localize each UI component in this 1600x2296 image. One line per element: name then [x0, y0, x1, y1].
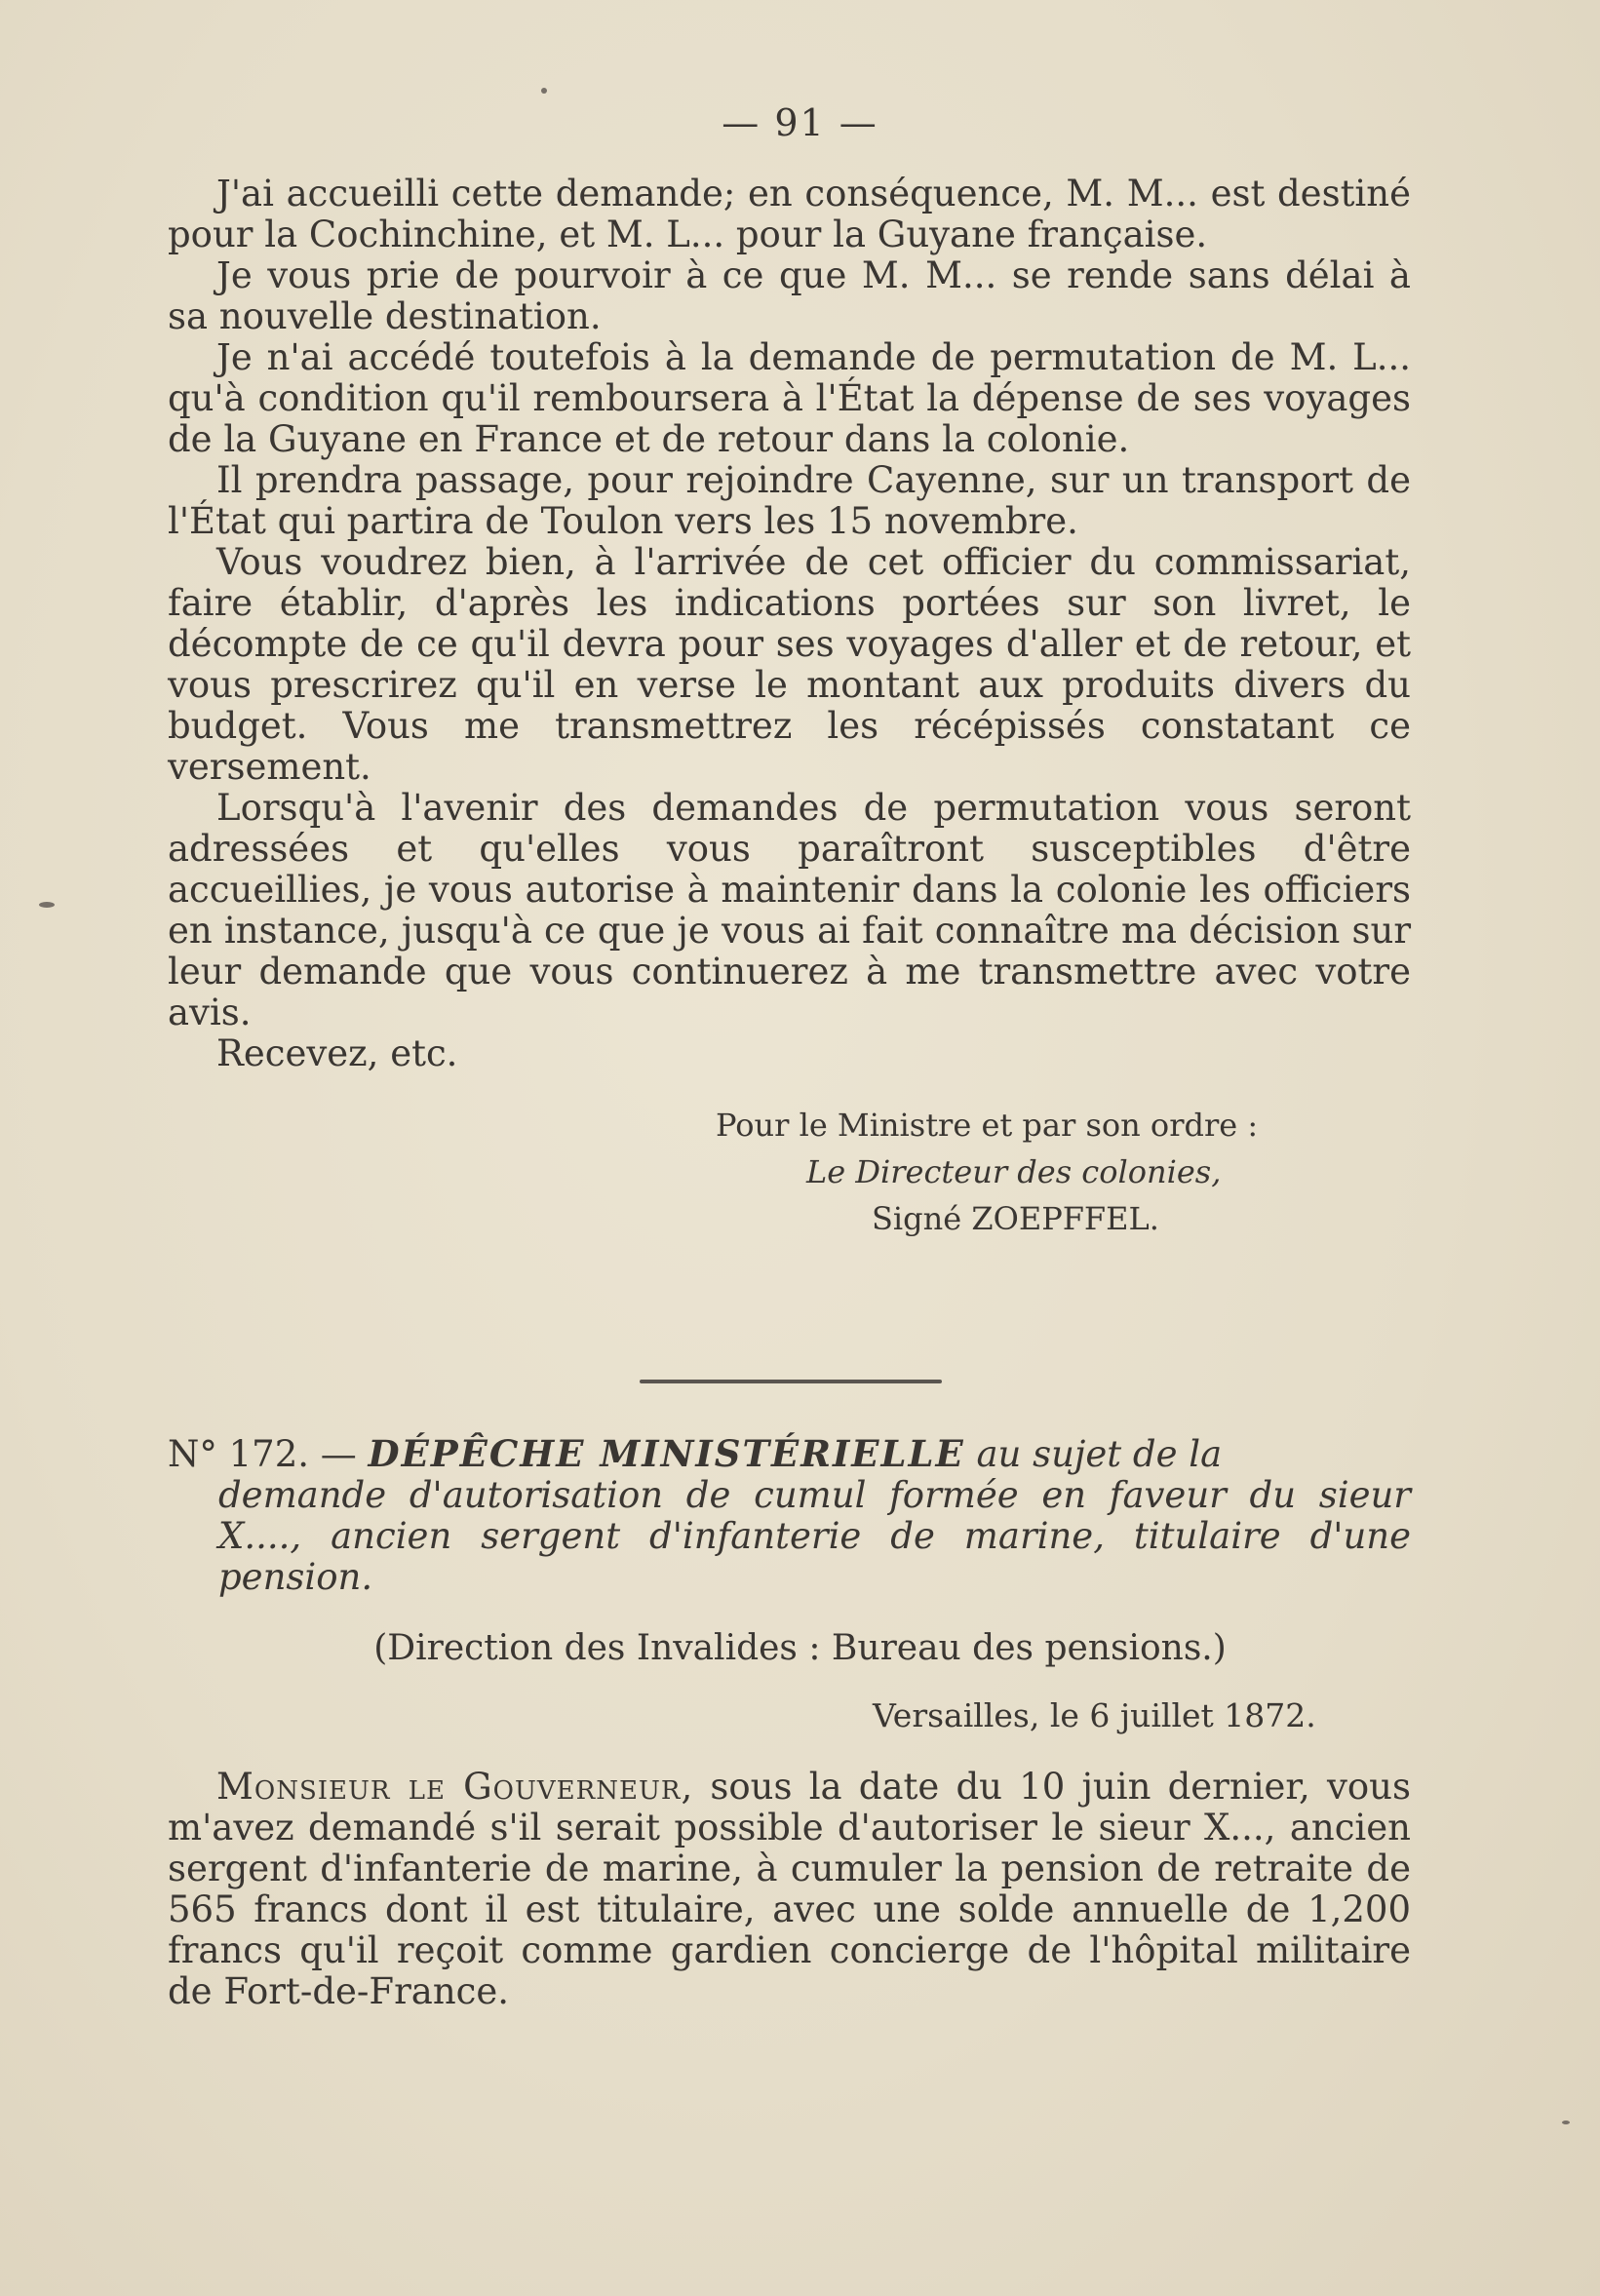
dispatch-number: N° 172. —: [168, 1433, 357, 1475]
paragraph: [168, 1767, 1411, 2012]
salutation: Monsieur le Gouverneur,: [216, 1766, 694, 1808]
ink-speck: [541, 88, 547, 94]
paragraph: Il prendra passage, pour rejoindre Cayenne, sur un transport de l'État qui partira de Toulon vers les 15 novembre.: [168, 459, 1411, 542]
direction-line: (Direction des Invalides : Bureau des pensions.): [373, 1628, 1227, 1668]
letter-body: [168, 174, 1411, 1242]
signature-name: Signé ZOEPFFEL.: [872, 1200, 1159, 1237]
ink-speck: [1562, 2121, 1570, 2124]
dispatch-subject: demande d'autorisation de cumul formée en faveur du sieur X...., ancien sergent d'infanterie de marine, titulaire d'une pension.: [218, 1474, 1411, 1598]
paragraph-text: sous la date du 10 juin dernier, vous m'avez demandé s'il serait possible d'autoriser le sieur X..., ancien sergent d'infanterie de marine, à cumuler la pension de retraite de 565 francs dont il est titulaire, avec une solde annuelle de 1,200 francs qu'il reçoit comme gardien concierge de l'hôpital militaire de Fort-de-France.: [168, 1766, 1412, 2012]
closing: Recevez, etc.: [216, 1032, 458, 1074]
ink-speck: [39, 902, 55, 908]
page-number: — 91 —: [722, 101, 878, 144]
paragraph: Lorsqu'à l'avenir des demandes de permutation vous seront adressées et qu'elles vous paraîtront susceptibles d'être accueillies, je vous autorise à maintenir dans la colonie les officiers en instance, jusqu'à ce que je vous ai fait connaître ma décision sur leur demande que vous continuerez à me transmettre avec votre avis.: [168, 787, 1411, 1033]
signature-line: Pour le Ministre et par son ordre :: [716, 1107, 1259, 1144]
dispatch-title: DÉPÊCHE MINISTÉRIELLE: [368, 1432, 965, 1475]
paragraph: Je vous prie de pourvoir à ce que M. M... se rende sans délai à sa nouvelle destination.: [168, 254, 1411, 337]
dispatch-heading: [168, 1433, 1411, 1598]
paragraph: Vous voudrez bien, à l'arrivée de cet officier du commissariat, faire établir, d'après les indications portées sur son livret, le décompte de ce qu'il devra pour ses voyages d'aller et de retour, et vous prescrirez qu'il en verse le montant aux produits divers du budget. Vous me transmettrez les récépissés constatant ce versement.: [168, 541, 1411, 788]
dispatch-subject-start: au sujet de la: [976, 1433, 1223, 1475]
section-divider: [640, 1380, 942, 1383]
signature-title: Le Directeur des colonies,: [806, 1153, 1222, 1190]
dispatch-body: [168, 1767, 1411, 2012]
dateline: Versailles, le 6 juillet 1872.: [873, 1696, 1316, 1734]
paragraph: Je n'ai accédé toutefois à la demande de permutation de M. L... qu'à condition qu'il remboursera à l'État la dépense de ses voyages de la Guyane en France et de retour dans la colonie.: [168, 336, 1411, 460]
signature-block: [168, 1102, 1411, 1242]
paragraph: J'ai accueilli cette demande; en conséquence, M. M... est destiné pour la Cochinchine, et M. L... pour la Guyane française.: [168, 173, 1411, 255]
